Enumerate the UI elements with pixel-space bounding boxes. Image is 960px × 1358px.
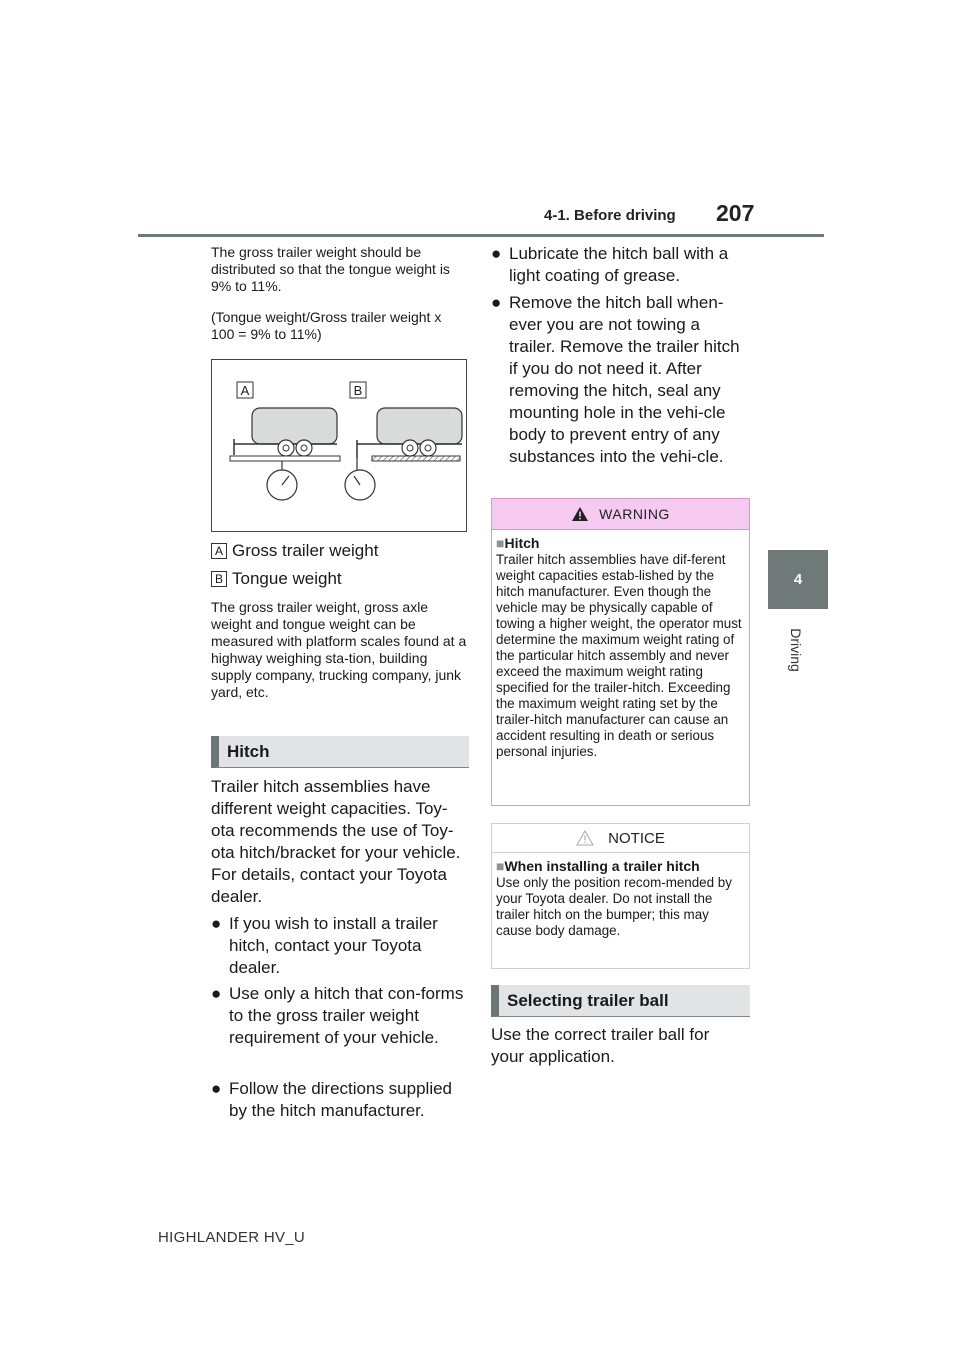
legend-item-b: [211, 568, 342, 590]
list-item: ● Remove the hitch ball when-ever you are not towing a trailer. Remove the trailer hitch if you do not need it. After removing the hitch, seal any mounting hole in the vehi-cle body to prevent entry of any substances into the vehi-cle.: [491, 293, 740, 466]
scales-note: The gross trailer weight, gross axle weight and tongue weight can be measured with platform scales found at a highway weighing sta-tion, building supply company, trucking company, junk yard, etc.: [211, 599, 467, 700]
square-bullet-icon: ■: [496, 858, 505, 874]
notice-header: NOTICE: [492, 824, 749, 853]
warning-header: WARNING: [492, 499, 749, 530]
caution-icon: [576, 830, 594, 846]
bullet-icon: ●: [211, 984, 222, 1003]
legend-text-b: Tongue weight: [232, 569, 342, 588]
legend-item-a: [211, 540, 378, 562]
notice-text: Use only the position recom-mended by your Toyota dealer. Do not install the trailer hitch on the bumper; this may cause body damage.: [496, 875, 732, 938]
formula-paragraph: (Tongue weight/Gross trailer weight x 100 = 9% to 11%): [211, 309, 442, 342]
section-title: 4-1. Before driving: [544, 207, 676, 224]
chapter-tab[interactable]: [768, 550, 828, 609]
notice-subheading: ■When installing a trailer hitch: [496, 858, 700, 874]
trailer-b-illustration: [345, 408, 462, 500]
trailer-weight-figure: [211, 359, 467, 532]
list-item: ● Use only a hitch that con-forms to the gross trailer weight requirement of your vehicle.: [211, 984, 464, 1047]
bullet-icon: ●: [491, 293, 502, 312]
warning-icon: [571, 506, 589, 522]
warning-box: [491, 498, 750, 806]
legend-key-b: B: [211, 571, 227, 587]
intro-paragraph: The gross trailer weight should be distributed so that the tongue weight is 9% to 11%.: [211, 244, 450, 294]
list-item: ● Follow the directions supplied by the hitch manufacturer.: [211, 1079, 453, 1120]
figure-label-b: B: [353, 383, 363, 398]
warning-text: Trailer hitch assemblies have dif-ferent weight capacities estab-lished by the hitch manufacturer. Even though the vehicle may be physically capable of towing a higher weight, the operator must determine the maximum weight rating of the particular hitch assembly and never exceed the maximum weight rating specified for the trailer-hitch. Exceeding the maximum weight rating set by the trailer-hitch manufacturer can cause an accident resulting in death or serious personal injuries.: [496, 552, 742, 759]
hitch-body: Trailer hitch assemblies have different weight capacities. Toy-ota recommends the use of Toy-ota hitch/bracket for your vehicle. For details, contact your Toyota dealer.: [211, 777, 461, 906]
bullet-icon: ●: [491, 244, 502, 263]
selecting-trailer-ball-heading: Selecting trailer ball: [491, 985, 750, 1017]
page-number: 207: [716, 200, 755, 226]
figure-label-a: A: [240, 383, 250, 398]
hitch-heading: Hitch: [211, 736, 469, 768]
model-footer: HIGHLANDER HV_U: [158, 1229, 306, 1246]
list-item: ● Lubricate the hitch ball with a light coating of grease.: [491, 244, 729, 285]
chapter-label: Driving: [788, 628, 804, 672]
legend-key-a: A: [211, 543, 227, 559]
bullet-icon: ●: [211, 914, 222, 933]
legend-text-a: Gross trailer weight: [232, 541, 379, 560]
trailer-scale-illustration: [212, 360, 466, 531]
trailer-a-illustration: [230, 408, 340, 500]
warning-subheading: ■Hitch: [496, 535, 540, 551]
bullet-icon: ●: [211, 1079, 222, 1098]
trailer-ball-body: Use the correct trailer ball for your application.: [491, 1025, 710, 1066]
list-item: ● If you wish to install a trailer hitch, contact your Toyota dealer.: [211, 914, 438, 977]
chapter-number: 4: [793, 571, 803, 588]
header-divider: [138, 234, 824, 237]
square-bullet-icon: ■: [496, 535, 505, 551]
notice-box: [491, 823, 750, 969]
